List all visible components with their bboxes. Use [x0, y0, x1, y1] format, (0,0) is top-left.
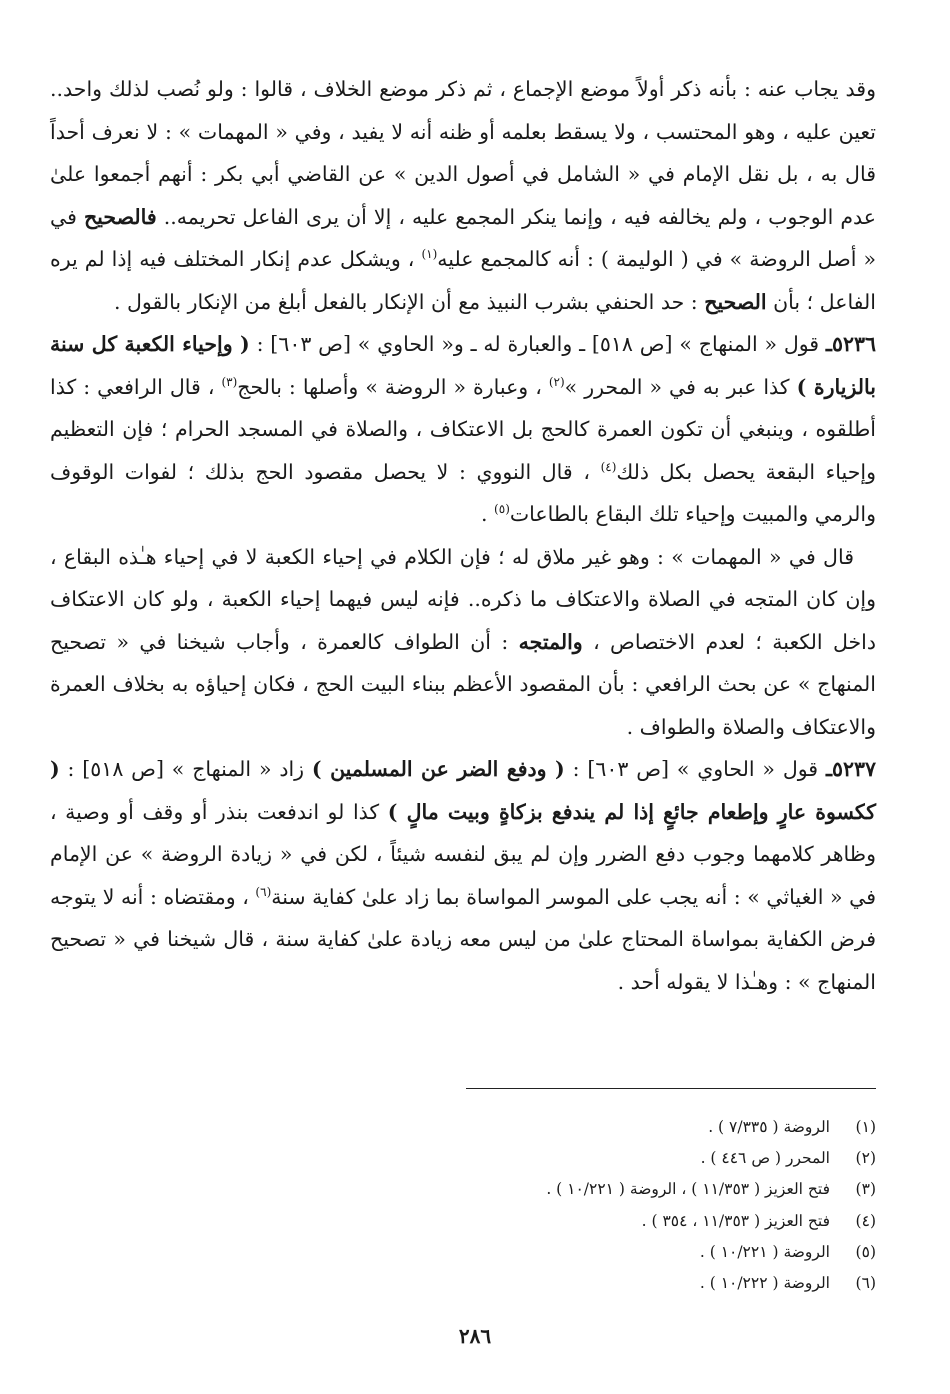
- footnote-marker: (٦): [255, 884, 272, 899]
- footnote-item: [50, 1112, 876, 1143]
- footnote-text: فتح العزيز ( ١١/٣٥٣ ، ٣٥٤ ) .: [641, 1211, 830, 1230]
- footnote-marker: (٢): [548, 374, 565, 389]
- bold-text: الصحيح: [704, 289, 767, 314]
- footnote-marker: (٣): [221, 374, 238, 389]
- bold-text: ٥٢٣٦ـ: [825, 332, 876, 356]
- text-run: ، وعبارة « الروضة » وأصلها : بالحج: [237, 374, 549, 399]
- footnote-text: فتح العزيز ( ١١/٣٥٣ ) ، الروضة ( ١٠/٢٢١ ) .: [546, 1180, 830, 1199]
- footnote-marker: (٤): [600, 459, 617, 474]
- text-run: ، ومقتضاه : أنه لا يتوجه فرض الكفاية بمواساة المحتاج علىٰ من ليس معه زيادة علىٰ كفاية سنة ، قال شيخنا في « تصحيح المنهاج » : وهـٰذا لا يقوله أحد .: [50, 884, 876, 994]
- footnotes-list: [50, 1112, 876, 1299]
- footnote-item: [50, 1268, 876, 1299]
- text-run: ، ويشكل عدم إنكار المختلف فيه إذا لم يره الفاعل ؛ بأن: [50, 247, 876, 314]
- footnote-number: (٥): [855, 1242, 876, 1261]
- footnote-number: (١): [855, 1118, 876, 1136]
- footnote-number: (٦): [855, 1274, 876, 1293]
- paragraph: [50, 748, 876, 1003]
- main-text: [50, 68, 876, 1003]
- footnote-text: الروضة ( ١٠/٢٢١ ) .: [699, 1242, 830, 1261]
- footnote-marker: (٥): [494, 502, 510, 517]
- bold-text: فالصحيح: [83, 204, 157, 229]
- footnote-item: [50, 1174, 876, 1205]
- text-run: : حد الحنفي بشرب النبيذ مع أن الإنكار بالفعل أبلغ من الإنكار بالقول .: [113, 289, 705, 314]
- bold-text: ( وإحياء الكعبة كل سنة بالزيارة ): [50, 332, 877, 399]
- bold-text: ٥٢٣٧ـ: [825, 757, 877, 781]
- page-number: ٢٨٦: [458, 1324, 492, 1348]
- footnote-text: الروضة ( ٧/٣٣٥ ) .: [708, 1118, 830, 1136]
- paragraph: [50, 68, 876, 323]
- text-run: كذا عبر به في « المحرر »: [564, 374, 797, 399]
- footnote-item: [50, 1206, 876, 1237]
- footnote-number: (٣): [855, 1180, 876, 1199]
- bold-text: ( ككسوة عارٍ وإطعام جائعٍ إذا لم يندفع بزكاةٍ وبيت مالٍ ): [50, 757, 876, 824]
- text-run: كذا لو اندفعت بنذر أو وقف أو وصية ، وظاهر كلامهما وجوب دفع الضرر وإن لم يبق لنفسه شيئاً ، لكن في « زيادة الروضة » عن الإمام في « الغياثي » : أنه يجب على الموسر المواساة بما زاد علىٰ كفاية سنة: [50, 799, 876, 909]
- footnote-number: (٢): [855, 1149, 876, 1168]
- paragraph: [50, 536, 876, 749]
- footnote-item: [50, 1237, 876, 1268]
- bold-text: ( ودفع الضر عن المسلمين ): [311, 757, 565, 781]
- text-run: قال في « المهمات » : وهو غير ملاق له ؛ فإن الكلام في إحياء الكعبة لا في إحياء هـٰذه البقاع ، وإن كان المتجه في الصلاة والاعتكاف ما ذكره.. فإنه ليس فيهما إحياء الكعبة ، ولو كان الاعتكاف داخل الكعبة ؛ لعدم الاختصاص ،: [50, 544, 876, 654]
- text-run: .: [481, 502, 495, 526]
- text-run: قول « الحاوي » [ص ٦٠٣] :: [564, 757, 826, 781]
- footnote-marker: (١): [421, 247, 438, 262]
- text-run: قول « المنهاج » [ص ٥١٨] ـ والعبارة له ـ و« الحاوي » [ص ٦٠٣] :: [249, 332, 826, 356]
- bold-text: والمتجه: [518, 629, 583, 654]
- footnote-text: الروضة ( ١٠/٢٢٢ ) .: [699, 1274, 830, 1293]
- text-run: في « أصل الروضة » في ( الوليمة ) : أنه كالمجمع عليه: [50, 204, 876, 271]
- footnote-number: (٤): [855, 1211, 876, 1230]
- text-run: : أن الطواف كالعمرة ، وأجاب شيخنا في « تصحيح المنهاج » عن بحث الرافعي : بأن المقصود الأعظم ببناء البيت الحج ، فكان إحياؤه به بخلاف العمرة والاعتكاف والصلاة والطواف .: [50, 629, 876, 739]
- text-run: ، قال الرافعي : كذا أطلقوه ، وينبغي أن تكون العمرة كالحج بل الاعتكاف ، والصلاة في المسجد الحرام ؛ فإن التعظيم وإحياء البقعة يحصل بكل ذلك: [50, 374, 877, 484]
- footnote-item: [50, 1143, 876, 1174]
- page-body: [50, 68, 876, 1003]
- text-run: وقد يجاب عنه : بأنه ذكر أولاً موضع الإجماع ، ثم ذكر موضع الخلاف ، قالوا : ولو نُصب لذلك واحد.. تعين عليه ، وهو المحتسب ، ولا يسقط بعلمه أو ظنه أنه لا يفيد ، وفي « المهمات » : لا نعرف أحداً قال به ، بل نقل الإمام في « الشامل في أصول الدين » عن القاضي أبي بكر : أنهم أجمعوا علىٰ عدم الوجوب ، ولم يخالفه فيه ، وإنما ينكر المجمع عليه ، إلا أن يرى الفاعل تحريمه..: [50, 77, 877, 229]
- text-run: ، قال النووي : لا يحصل مقصود الحج بذلك ؛ لفوات الوقوف والرمي والمبيت وإحياء تلك البقاع بالطاعات: [50, 459, 876, 526]
- footnote-text: المحرر ( ص ٤٤٦ ) .: [700, 1149, 830, 1168]
- text-run: زاد « المنهاج » [ص ٥١٨] :: [59, 757, 312, 781]
- paragraph: [50, 323, 876, 536]
